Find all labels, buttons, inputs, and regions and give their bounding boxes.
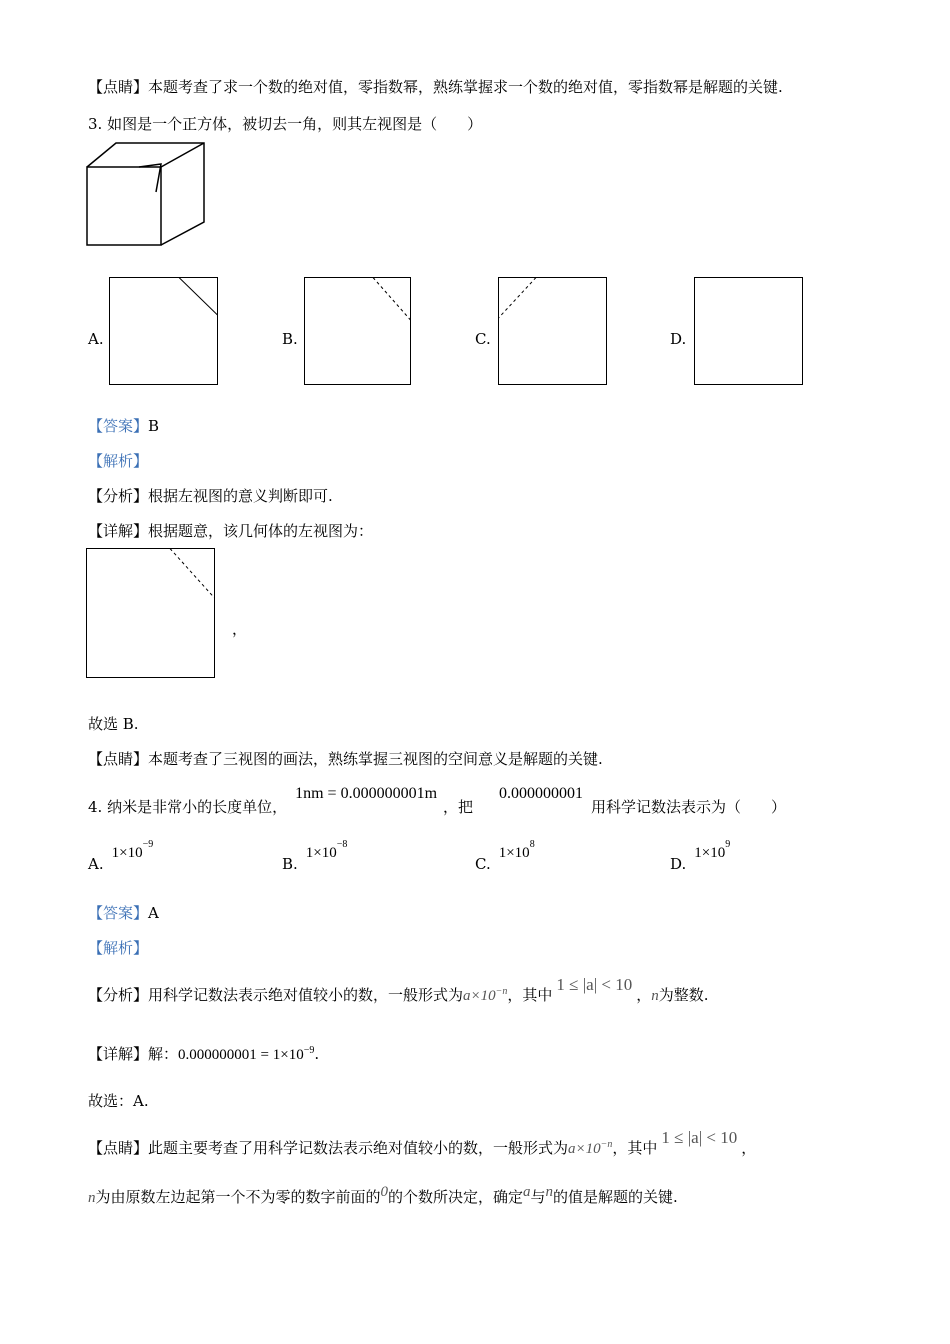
q3-comma: ， bbox=[232, 620, 248, 638]
q4-option-c[interactable]: $C.1\times 10^8$ bbox=[475, 839, 535, 873]
q4-option-a[interactable]: $A.1\times 10^{-9}$ bbox=[88, 839, 154, 873]
point-label: 【点睛】 bbox=[88, 78, 149, 96]
cube-figure bbox=[86, 142, 206, 246]
q3-option-a-figure[interactable] bbox=[109, 277, 219, 386]
q3-point: 【点睛】本题考查了三视图的画法，熟练掌握三视图的空间意义是解题的关键. bbox=[88, 750, 603, 768]
q3-solution-figure bbox=[86, 548, 216, 679]
answer-label: 【答案】 bbox=[88, 417, 149, 435]
q4-answer: 【答案】A bbox=[88, 904, 159, 922]
q3-stem: 3. 如图是一个正方体，被切去一角，则其左视图是（ ） bbox=[88, 115, 483, 133]
q3-option-d-figure[interactable] bbox=[694, 277, 804, 386]
nm-equation: 1nm = 0.000000001m bbox=[295, 785, 438, 802]
q4-option-d[interactable]: $D.1\times 10^9$ bbox=[670, 839, 731, 873]
decimal-value: 0.000000001 bbox=[499, 785, 584, 802]
q3-option-a-label[interactable]: A. bbox=[88, 330, 104, 348]
q4-option-a-base: 1×10 bbox=[111, 845, 143, 861]
q4-option-b[interactable]: $B.1\times 10^{-8}$ bbox=[282, 839, 348, 873]
q3-option-c-label[interactable]: C. bbox=[475, 330, 491, 348]
q3-analysis-label: 【解析】 bbox=[88, 452, 149, 470]
q3-fenxi: 【分析】根据左视图的意义判断即可. bbox=[88, 487, 333, 505]
q4-conclusion: 故选：A. bbox=[88, 1092, 149, 1110]
q4-analysis-label: 【解析】 bbox=[88, 939, 149, 957]
q3-conclusion: 故选 B. bbox=[88, 715, 139, 733]
range-expr: 1 ≤ |a| < 10 bbox=[556, 975, 633, 994]
q2-point: 【点睛】本题考查了求一个数的绝对值，零指数幂，熟练掌握求一个数的绝对值，零指数幂是解题的关键. bbox=[88, 78, 783, 96]
q3-option-b-figure[interactable] bbox=[304, 277, 412, 386]
q3-option-d-label[interactable]: D. bbox=[670, 330, 687, 348]
q4-detail: 【详解】解：$0.000000001 = 1\times 10^{-9}$. bbox=[88, 1045, 320, 1063]
q3-detail: 【详解】根据题意，该几何体的左视图为： bbox=[88, 522, 374, 540]
q4-point-line2: n为由原数左边起第一个不为零的数字前面的0的个数所决定，确定a与n的值是解题的关键. bbox=[88, 1184, 678, 1206]
q3-option-c-figure[interactable] bbox=[498, 277, 608, 386]
q4-stem: 4. 纳米是非常小的长度单位，1nm = 0.000000001m，把0.000000001用科学记数法表示为（ ） bbox=[88, 785, 787, 816]
q4-fenxi: 【分析】用科学记数法表示绝对值较小的数，一般形式为$a\times 10^{-n}$，其中1 ≤ |a| < 10，n为整数. bbox=[88, 975, 709, 1004]
q3-answer: 【答案】B bbox=[88, 417, 160, 435]
q4-point: 【点睛】此题主要考查了用科学记数法表示绝对值较小的数，一般形式为$a\times 10^{-n}$，其中1 ≤ |a| < 10， bbox=[88, 1128, 757, 1157]
q3-option-b-label[interactable]: B. bbox=[282, 330, 298, 348]
